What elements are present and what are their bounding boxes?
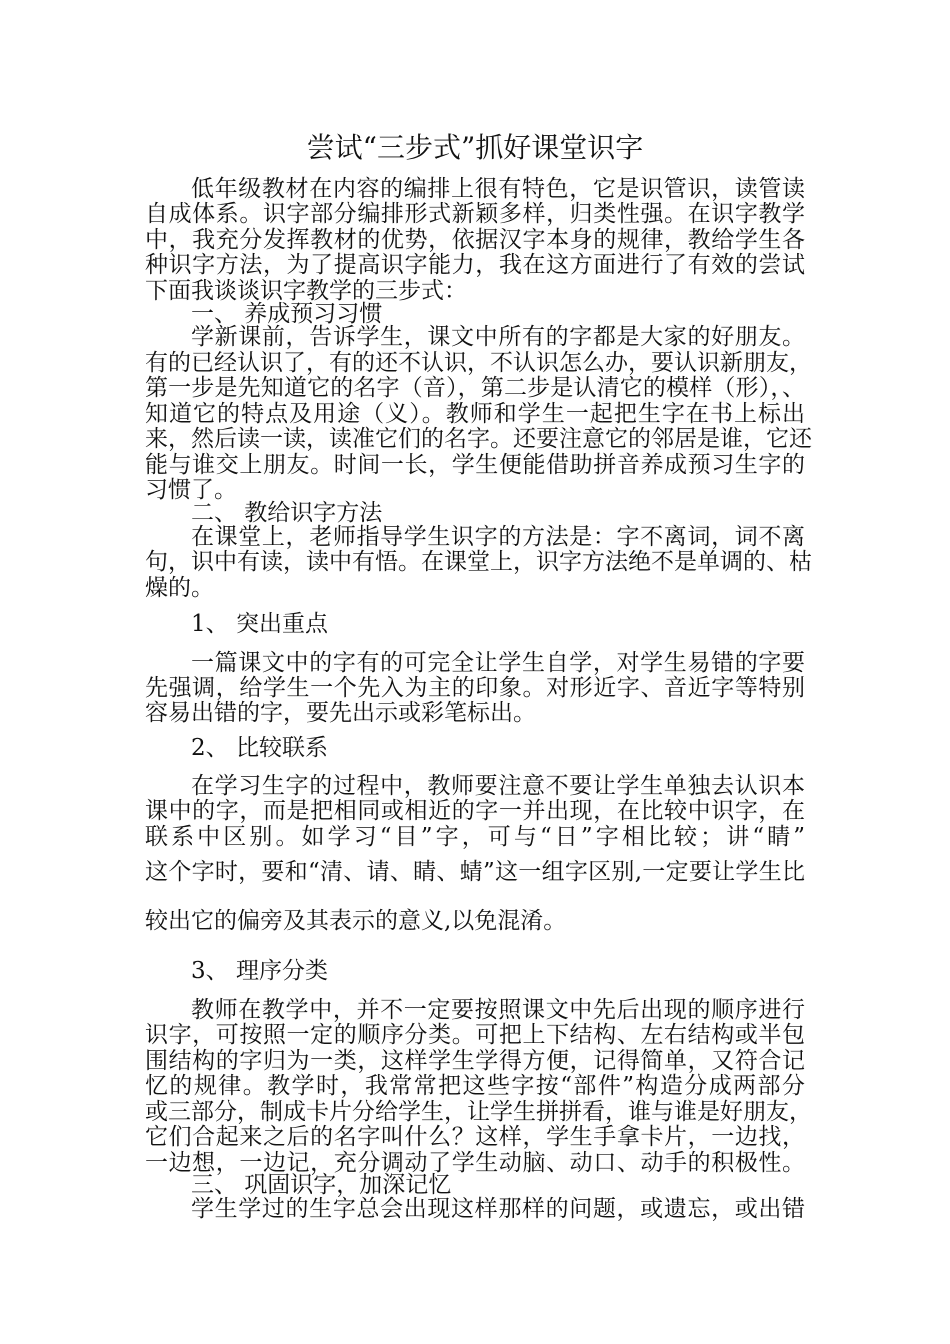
section-heading: 一、 养成预习习惯 (191, 301, 383, 327)
subsection-heading: 1、 突出重点 (191, 611, 328, 637)
paragraph-line: 学新课前，告诉学生，课文中所有的字都是大家的好朋友。 (191, 324, 805, 350)
paragraph-line: 有的已经认识了，有的还不认识，不认识怎么办，要认识新朋友， (145, 350, 812, 376)
paragraph-line: 一篇课文中的字有的可完全让学生自学，对学生易错的字要 (191, 650, 805, 676)
document-title: 尝试“三步式”抓好课堂识字 (306, 131, 644, 164)
subsection-heading: 3、 理序分类 (191, 958, 328, 984)
paragraph-line: 中，我充分发挥教材的优势，依据汉字本身的规律，教给学生各 (145, 227, 805, 253)
paragraph-line: 在学习生字的过程中，教师要注意不要让学生单独去认识本 (191, 773, 805, 799)
paragraph-line: 教师在教学中，并不一定要按照课文中先后出现的顺序进行 (191, 997, 805, 1023)
paragraph-line: 燥的。 (145, 575, 214, 601)
paragraph-line: 它们合起来之后的名字叫什么？这样，学生手拿卡片，一边找， (145, 1124, 805, 1150)
paragraph-line: 联系中区别。如学习“目”字，可与“日”字相比较；讲“睛” (145, 824, 805, 850)
paragraph-line: 下面我谈谈识字教学的三步式： (145, 278, 467, 304)
section-heading: 二、 教给识字方法 (191, 500, 383, 526)
paragraph-line: 或三部分，制成卡片分给学生，让学生拼拼看，谁与谁是好朋友， (145, 1099, 812, 1125)
paragraph-line: 这个字时，要和“清、请、睛、蜻”这一组字区别,一定要让学生比 (145, 859, 805, 885)
subsection-heading: 2、 比较联系 (191, 735, 328, 761)
paragraph-line: 一边想，一边记，充分调动了学生动脑、动口、动手的积极性。 (145, 1150, 805, 1176)
paragraph-line: 第一步是先知道它的名字（音），第二步是认清它的模样（形），、 (145, 375, 805, 401)
paragraph-line: 较出它的偏旁及其表示的意义,以免混淆。 (145, 908, 567, 934)
paragraph-line: 学生学过的生字总会出现这样那样的问题，或遗忘，或出错 (191, 1196, 805, 1222)
paragraph-line: 识字，可按照一定的顺序分类。可把上下结构、左右结构或半包 (145, 1022, 805, 1048)
paragraph-line: 在课堂上，老师指导学生识字的方法是：字不离词，词不离 (191, 524, 805, 550)
paragraph-line: 来，然后读一读，读准它们的名字。还要注意它的邻居是谁，它还 (145, 426, 812, 452)
paragraph-line: 容易出错的字，要先出示或彩笔标出。 (145, 700, 536, 726)
paragraph-line: 低年级教材在内容的编排上很有特色，它是识管识，读管读 (191, 176, 805, 202)
paragraph-line: 自成体系。识字部分编排形式新颖多样，归类性强。在识字教学 (145, 201, 805, 227)
paragraph-line: 围结构的字归为一类，这样学生学得方便，记得简单，又符合记 (145, 1048, 805, 1074)
paragraph-line: 知道它的特点及用途（义）。教师和学生一起把生字在书上标出 (145, 401, 805, 427)
paragraph-line: 先强调，给学生一个先入为主的印象。对形近字、音近字等特别 (145, 675, 805, 701)
paragraph-line: 能与谁交上朋友。时间一长，学生便能借助拼音养成预习生字的 (145, 452, 805, 478)
section-heading: 三、 巩固识字，加深记忆 (191, 1172, 452, 1198)
paragraph-line: 句，识中有读，读中有悟。在课堂上，识字方法绝不是单调的、枯 (145, 549, 812, 575)
paragraph-line: 习惯了。 (145, 477, 237, 503)
paragraph-line: 课中的字，而是把相同或相近的字一并出现，在比较中识字，在 (145, 798, 805, 824)
paragraph-line: 种识字方法，为了提高识字能力，我在这方面进行了有效的尝试 (145, 252, 805, 278)
paragraph-line: 忆的规律。教学时，我常常把这些字按“部件”构造分成两部分 (145, 1073, 805, 1099)
